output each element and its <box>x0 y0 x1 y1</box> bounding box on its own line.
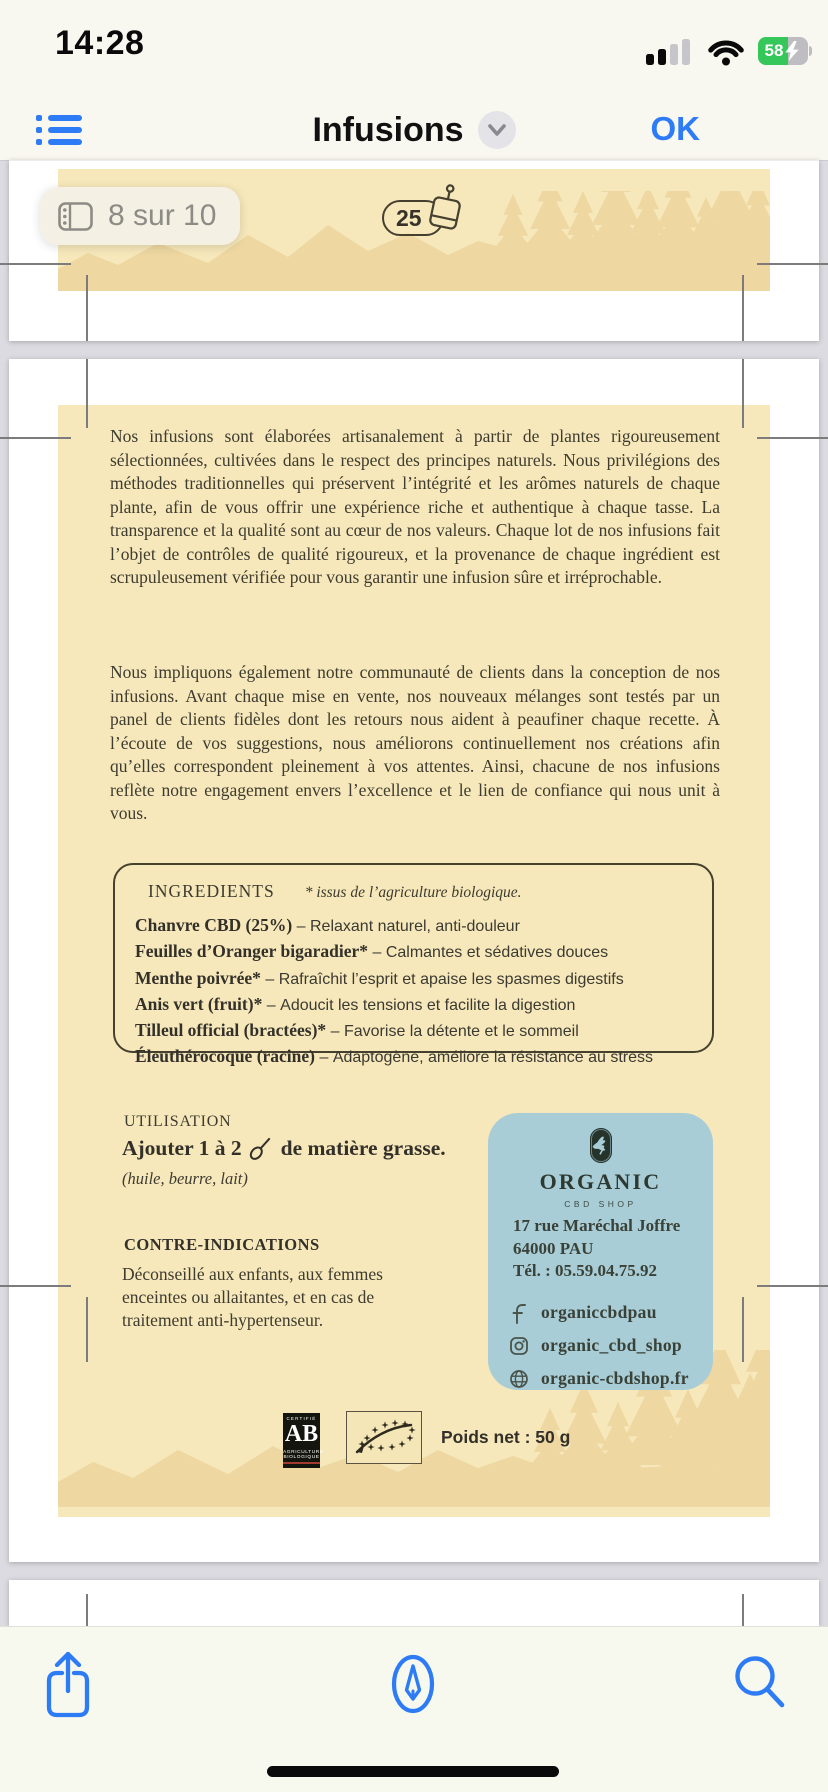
crop-mark <box>86 1297 88 1362</box>
pdf-page-current[interactable] <box>9 359 819 1562</box>
cannabis-leaf-icon <box>592 1135 610 1157</box>
website-row: organic-cbdshop.fr <box>509 1362 689 1395</box>
chevron-down-icon <box>485 118 509 142</box>
ingredients-box <box>113 863 714 1067</box>
battery-icon <box>758 37 812 65</box>
home-indicator[interactable] <box>267 1766 559 1777</box>
crop-mark <box>86 275 88 341</box>
ingredients-list <box>135 913 700 1071</box>
utilisation-text: Ajouter 1 à 2 de matière grasse. <box>122 1136 446 1160</box>
battery-percent: 58 <box>764 41 784 60</box>
share-button[interactable] <box>42 1649 94 1719</box>
brand-subtitle: CBD SHOP <box>564 1199 637 1209</box>
ingredient-item: Éleuthérocoque (racine) – Adaptogène, améliore la résistance au stress <box>135 1046 653 1067</box>
instagram-row: organic_cbd_shop <box>509 1329 689 1362</box>
status-icons <box>646 36 812 66</box>
organic-note: * issus de l’agriculture biologique. <box>304 884 522 901</box>
charging-bolt-icon <box>785 41 799 61</box>
teabag-icon <box>421 181 467 237</box>
crop-mark <box>742 1594 744 1626</box>
search-button[interactable] <box>732 1653 788 1711</box>
page-thumbnails-icon <box>58 202 94 231</box>
label-artwork <box>58 405 770 1517</box>
ingredient-item: Anis vert (fruit)* – Adoucit les tensions et facilite la digestion <box>135 993 576 1014</box>
title-menu-button[interactable] <box>478 111 516 149</box>
clock: 14:28 <box>55 24 145 62</box>
nav-bar <box>0 100 828 161</box>
intro-paragraph-2: Nous impliquons également notre communauté de clients dans la conception de nos infusions. Avant chaque mise en vente, nos nouveaux mélanges sont testés par un panel de clients fidèles dont les retours nous aident à peaufiner chaque recette. À l’écoute de vos suggestions, nous améliorons continuellement nos créations afin qu’elles correspondent pleinement à vos attentes. Ainsi, chacune de nos infusions reflète notre engagement envers l’excellence et le lien de confiance qui nous unit à vous. <box>110 662 720 823</box>
brand-contact-card <box>488 1113 713 1390</box>
page-indicator-label: 8 sur 10 <box>108 199 217 232</box>
crop-mark <box>757 437 828 439</box>
crop-mark <box>742 275 744 341</box>
crop-mark <box>742 359 744 428</box>
crop-mark <box>0 437 71 439</box>
pdf-viewer[interactable] <box>0 160 828 1626</box>
phone-line: Tél. : 05.59.04.75.92 <box>513 1261 658 1280</box>
page-indicator[interactable] <box>40 187 240 245</box>
contraindications-title: CONTRE-INDICATIONS <box>124 1235 320 1254</box>
ingredients-title: INGREDIENTS <box>148 881 275 901</box>
intro-paragraph-1: Nos infusions sont élaborées artisanalement à partir de plantes rigoureusement sélectionnées, cultivées dans le respect des principes naturels. Nous privilégions des méthodes traditionnelles qui préservent l’intégrité et les arômes naturels de chaque plante, afin de vous offrir une expérience riche et authentique à chaque tasse. La transparence et la qualité sont au cœur de nos valeurs. Chaque lot de nos infusions fait l’objet de contrôles de qualité rigoureux, et la provenance de chaque ingrédient est scrupuleusement vérifiée pour vous garantir une infusion sûre et irréprochable. <box>110 426 720 587</box>
document-title: Infusions <box>312 110 464 149</box>
crop-mark <box>86 1594 88 1626</box>
crop-mark <box>0 263 71 265</box>
address-block <box>513 1215 680 1283</box>
facebook-row: organiccbdpau <box>509 1296 689 1329</box>
ok-button[interactable]: OK <box>650 110 700 147</box>
ingredient-item: Menthe poivrée* – Rafraîchit l’esprit et apaise les spasmes digestifs <box>135 967 624 988</box>
social-links <box>509 1296 689 1395</box>
ingredient-item: Tilleul official (bractées)* – Favorise la détente et le sommeil <box>135 1020 579 1041</box>
utilisation-title: UTILISATION <box>124 1113 232 1130</box>
spoon-icon <box>248 1135 275 1162</box>
brand-logo <box>590 1128 612 1163</box>
facebook-icon <box>509 1302 529 1324</box>
crop-mark <box>86 359 88 428</box>
instagram-icon <box>509 1336 529 1356</box>
globe-icon <box>509 1369 529 1389</box>
ab-organic-logo: CERTIFIÉ AB AGRICULTURE BIOLOGIQUE <box>283 1413 320 1468</box>
wifi-icon <box>704 36 748 66</box>
status-bar <box>0 0 828 100</box>
pdf-page-next[interactable] <box>9 1580 819 1626</box>
brand-name: ORGANIC <box>539 1169 662 1194</box>
crop-mark <box>0 1285 71 1287</box>
contraindications-text: Déconseillé aux enfants, aux femmes enceintes ou allaitantes, et en cas de traitement anti-hypertenseur. <box>122 1264 383 1331</box>
utilisation-subtext: (huile, beurre, lait) <box>122 1169 248 1188</box>
address-line: 17 rue Maréchal Joffre <box>513 1216 681 1235</box>
crop-mark <box>757 263 828 265</box>
bag-count: 25 <box>396 204 422 231</box>
ingredient-item: Feuilles d’Oranger bigaradier* – Calmantes et sédatives douces <box>135 941 609 962</box>
eu-organic-leaf-logo <box>346 1411 422 1464</box>
crop-mark <box>757 1285 828 1287</box>
net-weight: Poids net : 50 g <box>441 1427 571 1447</box>
address-line: 64000 PAU <box>513 1238 594 1258</box>
crop-mark <box>742 1297 744 1362</box>
cellular-signal-icon <box>646 37 694 66</box>
ingredient-item: Chanvre CBD (25%) – Relaxant naturel, anti-douleur <box>135 915 520 935</box>
markup-button[interactable] <box>388 1653 438 1715</box>
